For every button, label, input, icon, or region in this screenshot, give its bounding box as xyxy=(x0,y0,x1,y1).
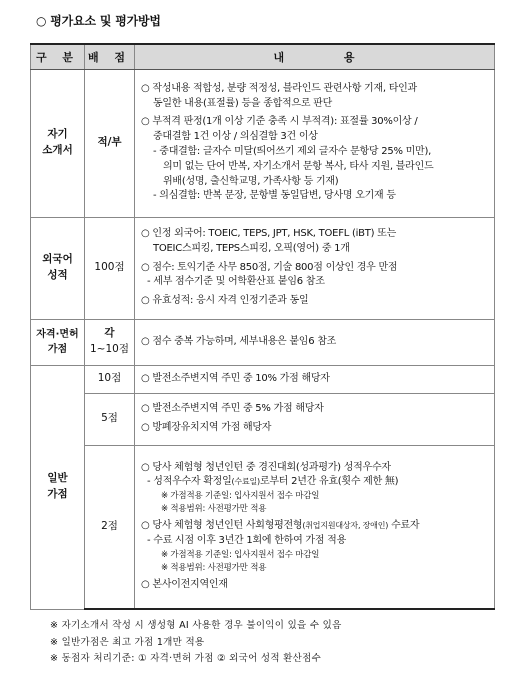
content-line: - 중대결함: 글자수 미달(띄어쓰기 제외 글자수 문항당 25% 미만), xyxy=(153,146,432,157)
content-line: ○ 방폐장유치지역 가점 해당자 xyxy=(141,422,272,433)
score-license xyxy=(85,319,135,365)
table-row-foreign-lang xyxy=(31,217,495,319)
score-foreign-lang: 100점 xyxy=(85,217,135,319)
content-line: ※ 적용범위: 사전평가만 적용 xyxy=(161,503,267,514)
content-line: ○ 점수: 토익기준 사무 850점, 기술 800점 이상인 경우 만점 xyxy=(141,261,398,273)
content-line: ○ 유효성적: 응시 자격 인정기준과 동일 xyxy=(141,295,309,307)
category-license xyxy=(31,319,85,365)
content-line: ○ 작성내용 적합성, 분량 적정성, 블라인드 관련사항 기재, 타인과 xyxy=(141,82,417,94)
content-foreign-lang xyxy=(135,217,495,319)
content-line: ○ 본사이전지역인재 xyxy=(141,579,228,591)
table-row-self-intro xyxy=(31,69,495,217)
table-row-general-2 xyxy=(31,445,495,609)
content-license xyxy=(135,319,495,365)
category-line: 자기 xyxy=(47,128,68,141)
footnotes xyxy=(50,618,494,668)
footnote: ※ 동점자 처리기준: ① 자격·면허 가점 ② 외국어 성적 환산점수 xyxy=(50,653,322,665)
category-line: 외국어 xyxy=(42,253,73,266)
header-category: 구 분 xyxy=(31,44,85,69)
content-line: 위배(성명, 출신학교명, 가족사항 등 기재) xyxy=(163,175,339,187)
score-line: 각 xyxy=(104,327,115,340)
header-score: 배 점 xyxy=(85,44,135,69)
category-line: 소개서 xyxy=(42,144,73,156)
section-title xyxy=(36,12,494,29)
content-line: ○ 부적격 판정(1개 이상 기준 충족 시 부적격): 표절률 30%이상 / xyxy=(141,116,418,128)
category-foreign-lang xyxy=(31,217,85,319)
content-line: ※ 적용범위: 사전평가만 적용 xyxy=(161,562,267,573)
footnote: ※ 일반가점은 최고 가점 1개만 적용 xyxy=(50,636,205,648)
footnote: ※ 자기소개서 작성 시 생성형 AI 사용한 경우 불이익이 있을 수 있음 xyxy=(50,620,342,631)
content-small-text: (취업지원대상자, 장애인) xyxy=(302,521,389,531)
content-text: ○ 당사 체험형 청년인턴 사회형평전형 xyxy=(141,520,303,532)
score-general-5: 5점 xyxy=(85,393,135,445)
content-line: ○ 발전소주변지역 주민 중 5% 가점 해당자 xyxy=(141,403,324,415)
evaluation-table xyxy=(30,43,495,610)
category-self-intro xyxy=(31,69,85,217)
table-row-license xyxy=(31,319,495,365)
content-line: 의미 없는 단어 반복, 자기소개서 문항 복사, 타사 지원, 블라인드 xyxy=(163,160,434,172)
content-line: ○ 발전소주변지역 주민 중 10% 가점 해당자 xyxy=(141,372,330,384)
content-line xyxy=(141,519,488,534)
content-line: TOEIC스피킹, TEPS스피킹, 오픽(영어) 중 1개 xyxy=(153,242,350,254)
category-line: 일반 xyxy=(47,472,68,485)
content-line: 동일한 내용(표절률) 등을 종합적으로 판단 xyxy=(153,97,332,109)
section-title-text: 평가요소 및 평가방법 xyxy=(50,14,161,28)
content-line: 중대결함 1건 이상 / 의심결함 3건 이상 xyxy=(153,131,318,143)
content-line: - 세부 점수기준 및 어학환산표 붙임6 참조 xyxy=(147,276,325,288)
content-line: ○ 인정 외국어: TOEIC, TEPS, JPT, HSK, TOEFL (iBT) 또는 xyxy=(141,228,397,239)
table-header-row xyxy=(31,44,495,69)
header-content: 내 용 xyxy=(135,44,495,69)
content-small-text: (수료일) xyxy=(231,477,260,487)
table-row-general-5 xyxy=(31,393,495,445)
category-line: 성적 xyxy=(47,269,68,281)
content-line: - 수료 시점 이후 3년간 1회에 한하여 가점 적용 xyxy=(147,535,346,547)
table-row-general-10 xyxy=(31,365,495,393)
content-general-5 xyxy=(135,393,495,445)
content-general-10 xyxy=(135,365,495,393)
content-text: 수료자 xyxy=(388,520,420,532)
content-line: ○ 당사 체험형 청년인턴 중 경진대회(성과평가) 성적우수자 xyxy=(141,461,391,473)
content-line xyxy=(141,475,488,490)
title-marker: ○ xyxy=(36,14,47,28)
score-self-intro: 적/부 xyxy=(85,69,135,217)
score-line: 1~10점 xyxy=(90,343,129,355)
content-line: ※ 가점적용 기준일: 입사지원서 접수 마감일 xyxy=(161,491,320,502)
score-general-10: 10점 xyxy=(85,365,135,393)
content-self-intro xyxy=(135,69,495,217)
content-general-2 xyxy=(135,445,495,609)
content-line: ○ 점수 중복 가능하며, 세부내용은 붙임6 참조 xyxy=(141,335,337,347)
category-general xyxy=(31,365,85,609)
content-text: - 성적우수자 확정일 xyxy=(147,476,232,488)
category-line: 자격·면허 xyxy=(36,329,79,340)
score-general-2: 2점 xyxy=(85,445,135,609)
content-line: ※ 가점적용 기준일: 입사지원서 접수 마감일 xyxy=(161,549,320,560)
content-text: 로부터 2년간 유효(횟수 제한 無) xyxy=(259,476,399,488)
category-line: 가점 xyxy=(47,344,68,355)
category-line: 가점 xyxy=(47,488,68,500)
content-line: - 의심결함: 반복 문장, 문항별 동일답변, 당사명 오기재 등 xyxy=(153,190,396,202)
